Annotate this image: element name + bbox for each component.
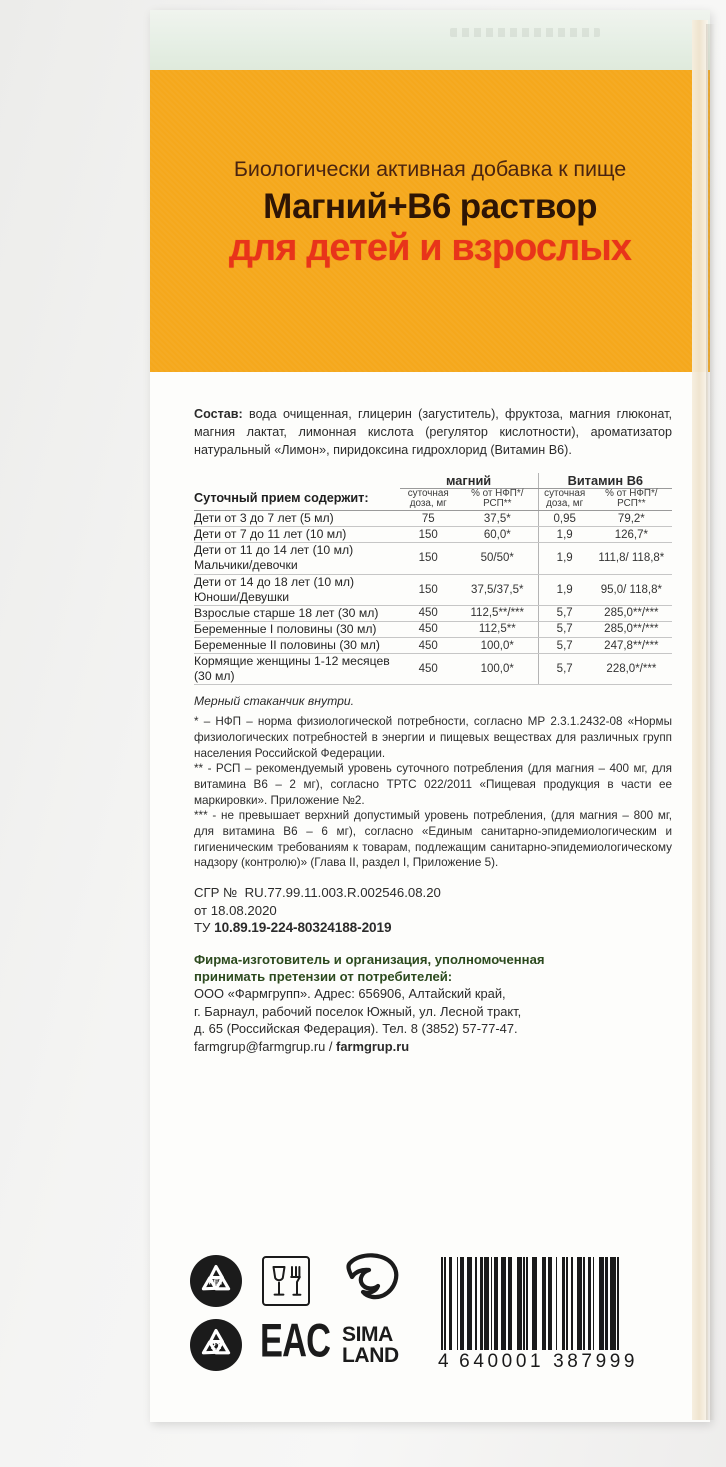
col-header-mg-pct: % от НФП*/ РСП** (457, 488, 538, 510)
table-row (194, 621, 672, 637)
sgr-line (194, 884, 672, 902)
row-b6-dose: 0,95 (538, 511, 591, 527)
row-b6-pct: 111,8/ 118,8* (591, 543, 672, 574)
footnotes-block (194, 714, 672, 871)
manufacturer-address-line2: г. Барнаул, рабочий поселок Южный, ул. Лесной тракт, (194, 1003, 522, 1019)
row-b6-dose: 1,9 (538, 574, 591, 605)
row-b6-dose: 1,9 (538, 527, 591, 543)
row-b6-pct: 285,0**/*** (591, 621, 672, 637)
row-mg-pct: 112,5**/*** (457, 605, 538, 621)
marks-and-barcode-strip (190, 1255, 694, 1390)
row-mg-pct: 112,5** (457, 621, 538, 637)
title-banner (150, 70, 710, 372)
table-row (194, 638, 672, 654)
recycle-pet-icon (190, 1255, 242, 1307)
row-b6-pct: 228,0*/*** (591, 654, 672, 685)
recycle-21-icon (190, 1319, 242, 1371)
flap-emboss (450, 28, 600, 37)
manufacturer-website[interactable]: farmgrup.ru (336, 1038, 410, 1054)
barcode (438, 1257, 726, 1373)
col-header-b6-dose: суточная доза, мг (538, 488, 591, 510)
row-b6-pct: 247,8**/*** (591, 638, 672, 654)
footnote-triple-star: *** - не превышает верхний допустимый уровень потребления, (для магния – 800 мг, для витамина B6 – 6 мг), согласно «Единым санитарно-эпидемиологическим и гигиеническим требованиям к товарам, подлежащим санитарно-эпидемиологическому надзору (контролю)» (Глава II, раздел I, Приложение 5). (194, 809, 672, 870)
group-header-blank (194, 473, 400, 489)
row-b6-dose: 5,7 (538, 654, 591, 685)
dolphin-icon (340, 1253, 402, 1316)
col-header-intake: Суточный прием содержит: (194, 488, 400, 510)
table-row (194, 543, 672, 574)
sima-land-logo (342, 1325, 399, 1366)
group-header-vitamin-b6: Витамин B6 (538, 473, 672, 489)
measuring-cup-note: Мерный стаканчик внутри. (194, 694, 355, 709)
row-mg-pct: 60,0* (457, 527, 538, 543)
product-audience-line: для детей и взрослых (228, 227, 632, 270)
row-mg-dose: 150 (400, 527, 457, 543)
footnote-double-star: ** - РСП – рекомендуемый уровень суточного потребления (для магния – 400 мг, для витамина B6 – 2 мг), согласно ТРТС 022/2011 «Пищевая продукция в части ее маркировки». Приложение №2. (194, 762, 672, 807)
row-group-label: Кормящие женщины 1-12 месяцев (30 мл) (194, 654, 400, 685)
row-b6-pct: 95,0/ 118,8* (591, 574, 672, 605)
table-row (194, 527, 672, 543)
table-row (194, 654, 672, 685)
ingredients-paragraph (194, 406, 672, 460)
manufacturer-address-line1: ООО «Фармгрупп». Адрес: 656906, Алтайский край, (194, 986, 506, 1002)
ingredients-text: вода очищенная, глицерин (загуститель), фруктоза, магния глюконат, магния лактат, лимонная кислота (регулятор кислотности), ароматизатор натуральный «Лимон», пиридоксина гидрохлорид (Витамин B6). (194, 407, 672, 457)
nutrition-table (194, 473, 672, 686)
row-mg-dose: 150 (400, 574, 457, 605)
row-mg-pct: 100,0* (457, 638, 538, 654)
row-mg-dose: 450 (400, 621, 457, 637)
row-group-label: Дети от 3 до 7 лет (5 мл) (194, 511, 400, 527)
compliance-icons-group (190, 1255, 405, 1385)
row-mg-dose: 450 (400, 638, 457, 654)
row-b6-dose: 5,7 (538, 638, 591, 654)
eac-icon (260, 1315, 341, 1367)
footnote-single-star: * – НФП – норма физиологической потребности, согласно МР 2.3.1.2432-08 «Нормы физиологических потребностей в энергии и пищевых веществах для различных групп населения Российской Федерации. (194, 715, 672, 760)
product-carton (150, 10, 710, 1422)
barcode-group-2: 387999 (553, 1351, 639, 1372)
food-safe-icon (262, 1256, 310, 1306)
manufacturer-heading-line2: принимать претензии от потребителей: (194, 969, 453, 985)
table-row (194, 511, 672, 527)
manufacturer-heading-line1: Фирма-изготовитель и организация, уполномоченная (194, 952, 545, 968)
barcode-group-1: 640001 (459, 1351, 545, 1372)
sgr-label: СГР № (194, 885, 238, 901)
manufacturer-contact-line (194, 1038, 672, 1056)
row-group-label: Беременные I половины (30 мл) (194, 621, 400, 637)
supplement-kicker: Биологически активная добавка к пище (233, 157, 627, 181)
group-header-magnesium: магний (400, 473, 539, 489)
row-b6-pct: 79,2* (591, 511, 672, 527)
row-b6-dose: 1,9 (538, 543, 591, 574)
eac-label: EAC (260, 1315, 331, 1367)
barcode-digits (438, 1351, 726, 1373)
row-mg-pct: 37,5/37,5* (457, 574, 538, 605)
manufacturer-email[interactable]: farmgrup@farmgrup.ru (194, 1038, 326, 1054)
manufacturer-block (194, 951, 672, 1055)
row-group-label: Взрослые старше 18 лет (30 мл) (194, 605, 400, 621)
carton-edge-shadow (706, 24, 715, 1420)
tu-line (194, 919, 672, 937)
svg-text:21: 21 (210, 1341, 222, 1351)
sgr-date-value: 18.08.2020 (210, 902, 277, 918)
sgr-date-label: от (194, 902, 208, 918)
sgr-number: RU.77.99.11.003.R.002546.08.20 (244, 885, 441, 901)
contact-separator: / (325, 1038, 337, 1054)
col-header-b6-pct: % от НФП*/ РСП** (591, 488, 672, 510)
ingredients-label: Состав: (194, 407, 243, 421)
row-mg-pct: 37,5* (457, 511, 538, 527)
row-mg-dose: 150 (400, 543, 457, 574)
row-group-label: Дети от 7 до 11 лет (10 мл) (194, 527, 400, 543)
product-brand-name: Магний+B6 раствор (263, 186, 597, 226)
row-group-label: Дети от 14 до 18 лет (10 мл) Юноши/Девушки (194, 574, 400, 605)
barcode-bars (438, 1257, 726, 1350)
row-mg-dose: 450 (400, 605, 457, 621)
row-mg-pct: 100,0* (457, 654, 538, 685)
row-b6-dose: 5,7 (538, 605, 591, 621)
row-mg-dose: 450 (400, 654, 457, 685)
sgr-date-line (194, 902, 672, 920)
svg-text:PET: PET (208, 1277, 224, 1287)
certificates-block (194, 884, 672, 937)
row-b6-dose: 5,7 (538, 621, 591, 637)
row-group-label: Беременные II половины (30 мл) (194, 638, 400, 654)
sima-land-line1: SIMA (342, 1323, 393, 1346)
col-header-mg-dose: суточная доза, мг (400, 488, 457, 510)
manufacturer-address-line3: д. 65 (Российская Федерация). Тел. 8 (3852) 57-77-47. (194, 1021, 518, 1037)
row-group-label: Дети от 11 до 14 лет (10 мл) Мальчики/девочки (194, 543, 400, 574)
barcode-lead-digit: 4 (438, 1351, 453, 1372)
row-b6-pct: 285,0**/*** (591, 605, 672, 621)
tu-label: ТУ (194, 920, 211, 936)
table-sub-header-row (194, 488, 672, 510)
tu-number: 10.89.19-224-80324188-2019 (214, 920, 392, 936)
row-b6-pct: 126,7* (591, 527, 672, 543)
carton-top-flap (150, 10, 710, 70)
nutrition-table-body (194, 511, 672, 685)
table-group-header-row (194, 473, 672, 489)
row-mg-dose: 75 (400, 511, 457, 527)
row-mg-pct: 50/50* (457, 543, 538, 574)
table-row (194, 574, 672, 605)
sima-land-line2: LAND (342, 1343, 399, 1367)
table-row (194, 605, 672, 621)
